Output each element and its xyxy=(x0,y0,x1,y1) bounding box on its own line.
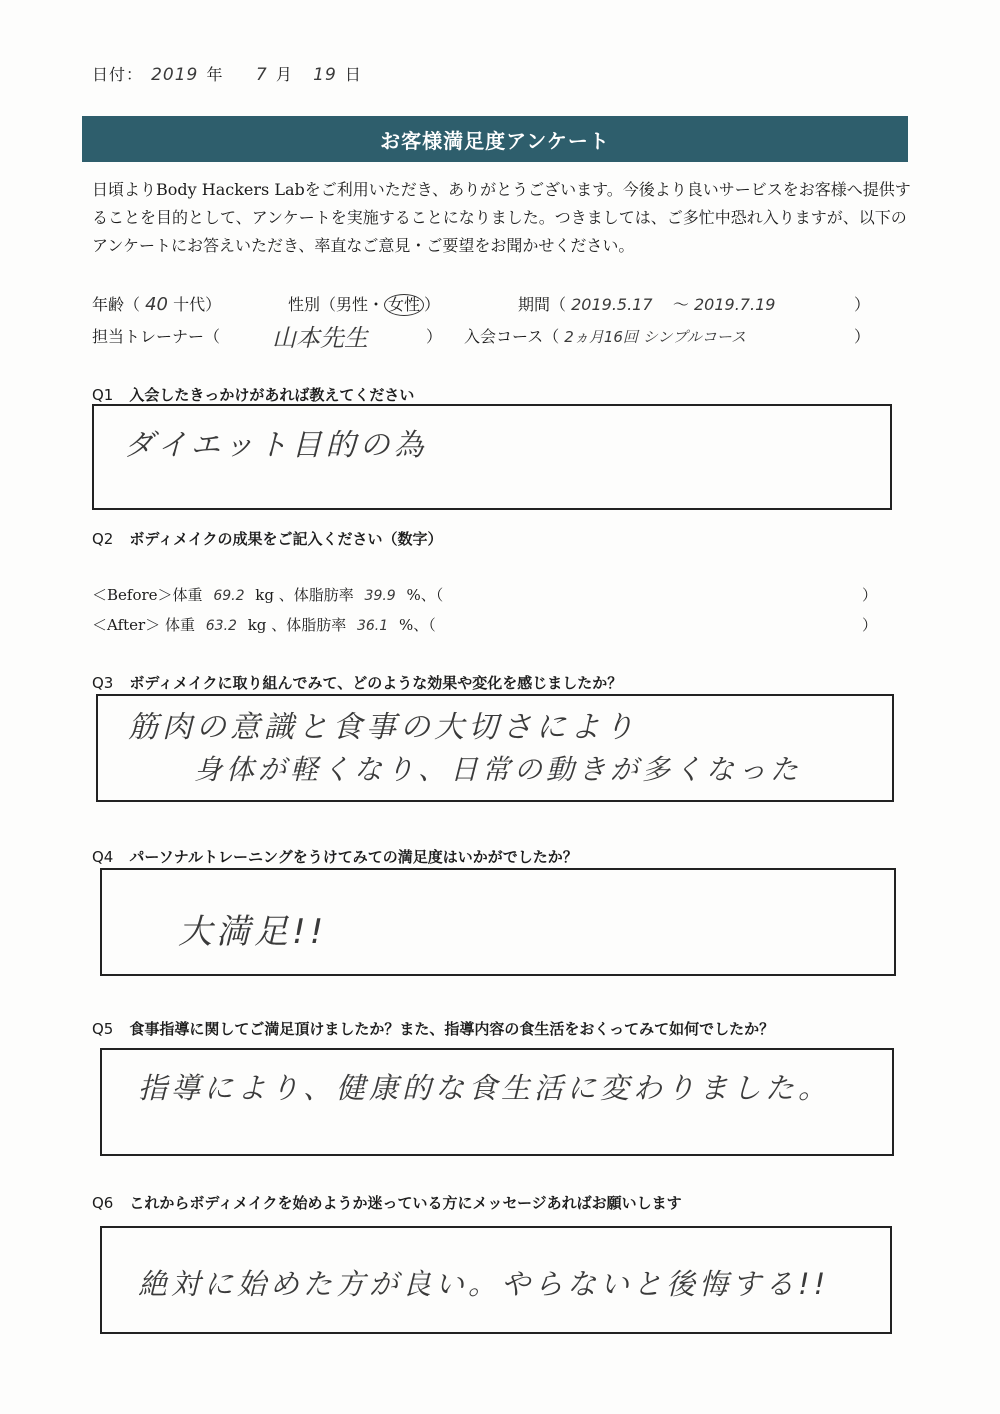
q2-text: ボディメイクの成果をご記入ください（数字） xyxy=(129,530,443,548)
before-close: ） xyxy=(862,586,878,604)
course-label: 入会コース（ xyxy=(464,327,560,346)
after-pct: %、（ xyxy=(398,616,436,634)
q3-answer-line2: 身体が軽くなり、日常の動きが多くなった xyxy=(194,753,803,786)
course-field xyxy=(464,324,746,347)
before-pct: %、（ xyxy=(406,586,444,604)
date-day: 19 xyxy=(313,65,337,85)
q6-number: Q6 xyxy=(92,1194,114,1212)
trainer-label: 担当トレーナー（ xyxy=(92,327,221,346)
after-weight: 63.2 xyxy=(205,618,237,634)
q1-heading xyxy=(92,384,414,405)
after-close: ） xyxy=(862,616,878,634)
q1-text: 入会したきっかけがあれば教えてください xyxy=(129,386,415,404)
after-measure xyxy=(92,614,436,635)
intro-text: 日頃よりBody Hackers Labをご利用いただき、ありがとうございます。今後より良いサービスをお客様へ提供することを目的として、アンケートを実施することになりました。つきましては、ご多忙中恐れ入りますが、以下のアンケートにお答えいただき、率直なご意見・ご要望をお聞かせください。 xyxy=(92,180,911,255)
trainer-value: 山本先生 xyxy=(272,324,368,352)
q3-heading xyxy=(92,672,622,693)
q4-answer: 大満足!! xyxy=(178,912,328,952)
gender-label: 性別（男性・ xyxy=(288,295,385,314)
after-fat: 36.1 xyxy=(356,618,389,634)
q6-heading xyxy=(92,1192,682,1213)
q2-number: Q2 xyxy=(92,530,114,548)
period-close: ） xyxy=(854,295,871,314)
q1-answer: ダイエット目的の為 xyxy=(124,428,428,463)
q3-text: ボディメイクに取り組んでみて、どのような効果や変化を感じましたか？ xyxy=(129,674,623,692)
q5-number: Q5 xyxy=(92,1020,114,1038)
after-kg: kg xyxy=(247,616,267,634)
before-kg: kg xyxy=(255,586,274,604)
before-fat-label: 、体脂肪率 xyxy=(278,586,354,604)
before-weight: 69.2 xyxy=(213,588,245,604)
age-suffix: 十代） xyxy=(173,295,222,314)
after-label: ＜After＞ 体重 xyxy=(92,616,195,634)
q1-answer-box xyxy=(92,404,892,510)
before-label: ＜Before＞体重 xyxy=(92,586,203,604)
gender-field xyxy=(288,292,440,316)
q3-answer-box xyxy=(96,694,894,802)
q5-text: 食事指導に関してご満足頂けましたか？また、指導内容の食生活をおくってみて如何でしたか？ xyxy=(129,1020,775,1038)
date-month-unit: 月 xyxy=(275,65,293,84)
date-year: 2019 xyxy=(151,65,199,85)
period-sep: ～ xyxy=(672,295,689,314)
period-label: 期間（ xyxy=(518,295,567,314)
gender-close: ） xyxy=(424,295,441,314)
q5-answer: 指導により、健康的な食生活に変わりました。 xyxy=(138,1071,832,1105)
q4-answer-box xyxy=(100,868,896,976)
date-row xyxy=(92,62,362,85)
date-year-unit: 年 xyxy=(206,65,224,84)
survey-title: お客様満足度アンケート xyxy=(82,116,908,162)
before-measure xyxy=(92,584,443,605)
before-fat: 39.9 xyxy=(364,588,396,604)
age-label: 年齢（ xyxy=(92,295,141,314)
period-field xyxy=(518,292,775,315)
q5-heading xyxy=(92,1018,774,1039)
period-start: 2019.5.17 xyxy=(571,295,653,314)
q6-text: これからボディメイクを始めようか迷っている方にメッセージあればお願いします xyxy=(129,1194,682,1212)
gender-selected: 女性 xyxy=(384,294,424,316)
q4-text: パーソナルトレーニングをうけてみての満足度はいかがでしたか？ xyxy=(129,848,578,866)
q5-answer-box xyxy=(100,1048,894,1156)
q6-answer-box xyxy=(100,1226,892,1334)
q3-answer-line1: 筋肉の意識と食事の大切さにより xyxy=(128,710,638,745)
age-value: 40 xyxy=(145,294,169,315)
q3-number: Q3 xyxy=(92,674,114,692)
date-day-unit: 日 xyxy=(344,65,362,84)
period-end: 2019.7.19 xyxy=(694,295,776,314)
age-field xyxy=(92,292,221,315)
date-label: 日付： xyxy=(92,65,144,84)
q4-heading xyxy=(92,846,578,867)
course-value: 2ヵ月16回 シンプルコース xyxy=(564,328,746,346)
q6-answer: 絶対に始めた方が良い。やらないと後悔する!! xyxy=(138,1267,830,1301)
date-month: 7 xyxy=(255,65,268,85)
course-close: ） xyxy=(854,327,871,346)
q1-number: Q1 xyxy=(92,386,114,404)
q4-number: Q4 xyxy=(92,848,114,866)
trainer-close: ） xyxy=(426,327,443,346)
after-fat-label: 、体脂肪率 xyxy=(271,616,347,634)
q2-heading xyxy=(92,528,443,549)
